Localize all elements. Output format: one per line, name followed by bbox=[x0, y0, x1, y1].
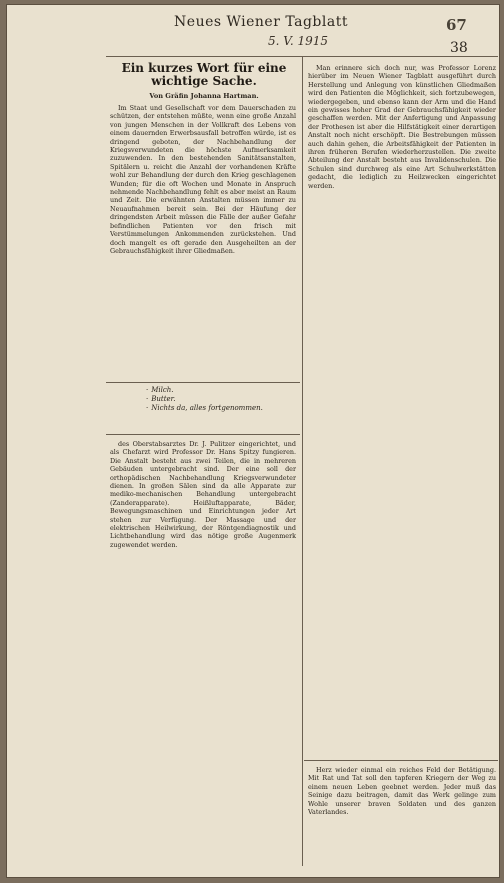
note-item: · Milch. bbox=[146, 386, 296, 395]
clipping-sheet bbox=[6, 4, 500, 878]
article-byline: Von Gräfin Johanna Hartman. bbox=[149, 92, 259, 100]
newspaper-masthead: Neues Wiener Tagblatt bbox=[174, 14, 348, 30]
left-divider-upper bbox=[106, 382, 300, 383]
right-column bbox=[308, 64, 496, 756]
right-column-text: Man erinnere sich doch nur, was Professor Lorenz hierüber im Neuen Wiener Tagblatt ausgeführt durch Herstellung und Anlegung von künstlichen Gliedmaßen wird den Patienten die Möglichkeit, sich fortzubewegen, wiedergegeben, und ebenso kann der Arm und die Hand ein gewisses hoher Grad der Gebrauchsfähigkeit wieder geschaffen werden. Mit der Anfertigung und Anpassung der Prothesen ist aber die Hilfstätigkeit einer derartigen Anstalt noch nicht erschöpft. Die Bestrebungen müssen auch dahin gehen, die Arbeitsfähigkeit der Patienten in ihren früheren Berufen wiederherzustellen. Die zweite Abteilung der Anstalt besteht aus Invalidenschulen. Die Schulen sind durchweg als eine Art Schulwerkstätten gedacht, die lediglich zu Heilzwecken eingerichtet werden. bbox=[308, 64, 496, 190]
note-item: · Butter. bbox=[146, 395, 296, 404]
right-column-bottom bbox=[308, 766, 496, 864]
notes-list bbox=[146, 386, 296, 413]
page-number-bottom: 38 bbox=[450, 40, 468, 56]
left-column-bottom-text: des Oberstabsarztes Dr. J. Pulitzer eingerichtet, und als Chefarzt wird Professor Dr. Hans Spitzy fungieren. Die Anstalt besteht aus zwei Teilen, die in mehreren Gebäuden untergebracht sind. Der eine soll der orthopädischen Nachbehandlung Kriegsverwundeter dienen. In großen Sälen sind da alle Apparate zur mediko-mechanischen Behandlung untergebracht (Zanderapparate). Heißluftapparate, Bäder, Bewegungsmaschinen und Einrichtungen jeder Art stehen zur Verfügung. Der Massage und der elektrischen Heilwirkung, der Röntgendiagnostik und Lichtbehandlung wird das nötige große Augenmerk zugewendet werden. bbox=[110, 440, 296, 549]
page-number-top: 67 bbox=[446, 16, 467, 34]
right-column-bottom-text: Herz wieder einmal ein reiches Feld der Betätigung. Mit Rat und Tat soll den tapferen Kriegern der Weg zu einem neuen Leben geebnet werden. Jeder muß das Seinige dazu beitragen, damit das Werk gelinge zum Wohle unserer braven Soldaten und des ganzen Vaterlandes. bbox=[308, 766, 496, 817]
handwritten-date: 5. V. 1915 bbox=[268, 34, 328, 48]
column-divider bbox=[302, 56, 303, 866]
note-item: · Nichts da, alles fortgenommen. bbox=[146, 404, 296, 413]
right-divider bbox=[304, 760, 498, 761]
left-column-bottom bbox=[110, 440, 296, 860]
left-column-top-text: Im Staat und Gesellschaft vor dem Dauerschaden zu schützen, der entstehen müßte, wenn eine große Anzahl von jungen Menschen in der Vollkraft des Lebens von einem dauernden Erwerbsausfall betroffen würde, ist es dringend geboten, der Nachbehandlung der Kriegsverwundeten die höchste Aufmerksamkeit zuzuwenden. In den bestehenden Sanitätsanstalten, Spitälern u. reicht die Anzahl der vorhandenen Kräfte wohl zur Behandlung der durch den Krieg geschlagenen Wunden; für die oft Wochen und Monate in Anspruch nehmende Nachbehandlung fehlt es aber meist an Raum und Zeit. Die erwähnten Anstalten müssen immer zu Neuaufnahmen bereit sein. Bei der Häufung der dringendsten Arbeit müssen die Fälle der außer Gefahr befindlichen Patienten vor den frisch mit Verstümmelungen Ankommenden zurückstehen. Und doch mangelt es oft gerade den Ausgeheilten an der Gebrauchsfähigkeit ihrer Gliedmaßen. bbox=[110, 104, 296, 255]
left-divider-lower bbox=[106, 434, 300, 435]
article-headline: Ein kurzes Wort für eine wichtige Sache. bbox=[121, 61, 287, 88]
left-column-top bbox=[110, 104, 296, 379]
